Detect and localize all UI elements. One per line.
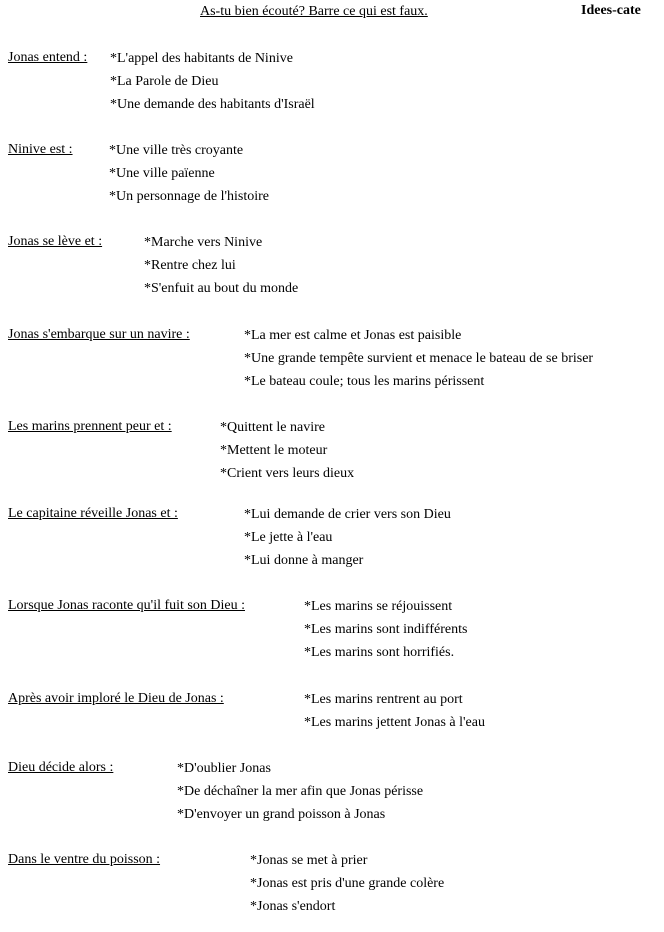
option-item[interactable]: *Lui demande de crier vers son Dieu	[244, 507, 451, 522]
option-item[interactable]: *Une grande tempête survient et menace le bateau de se briser	[244, 351, 594, 366]
options-list	[177, 760, 423, 829]
option-item[interactable]: *Jonas se met à prier	[250, 853, 368, 868]
question-label: Lorsque Jonas raconte qu'il fuit son Dieu :	[8, 598, 245, 613]
options-list	[244, 327, 593, 396]
option-item[interactable]: *Une ville très croyante	[109, 143, 244, 158]
option-item[interactable]: *Le jette à l'eau	[244, 530, 333, 545]
option-item[interactable]: *Les marins se réjouissent	[304, 599, 453, 614]
question-label: Dieu décide alors :	[8, 760, 114, 775]
question-label: Jonas entend :	[8, 50, 88, 65]
option-item[interactable]: *Crient vers leurs dieux	[220, 466, 355, 481]
option-item[interactable]: *Jonas s'endort	[250, 899, 336, 914]
option-item[interactable]: *D'oublier Jonas	[177, 761, 271, 776]
option-item[interactable]: *Quittent le navire	[220, 420, 325, 435]
question-label: Jonas se lève et :	[8, 234, 103, 249]
brand-name: Idees-cate	[581, 3, 641, 18]
option-item[interactable]: *La mer est calme et Jonas est paisible	[244, 328, 462, 343]
options-list	[109, 142, 269, 211]
options-list	[244, 506, 451, 575]
question-label: Ninive est :	[8, 142, 73, 157]
options-list	[250, 852, 444, 921]
option-item[interactable]: *Les marins sont indifférents	[304, 622, 468, 637]
options-list	[304, 598, 467, 667]
option-item[interactable]: *L'appel des habitants de Ninive	[110, 51, 293, 66]
question-label: Après avoir imploré le Dieu de Jonas :	[8, 691, 224, 706]
option-item[interactable]: *D'envoyer un grand poisson à Jonas	[177, 807, 386, 822]
worksheet-title: As-tu bien écouté? Barre ce qui est faux.	[200, 4, 428, 19]
option-item[interactable]: *Rentre chez lui	[144, 258, 236, 273]
option-item[interactable]: *De déchaîner la mer afin que Jonas périsse	[177, 784, 424, 799]
options-list	[220, 419, 354, 488]
option-item[interactable]: *Lui donne à manger	[244, 553, 364, 568]
options-list	[110, 50, 315, 119]
option-item[interactable]: *La Parole de Dieu	[110, 74, 219, 89]
options-list	[144, 234, 298, 303]
option-item[interactable]: *Jonas est pris d'une grande colère	[250, 876, 445, 891]
question-label: Le capitaine réveille Jonas et :	[8, 506, 178, 521]
option-item[interactable]: *Un personnage de l'histoire	[109, 189, 269, 204]
option-item[interactable]: *Une ville païenne	[109, 166, 215, 181]
option-item[interactable]: *Marche vers Ninive	[144, 235, 263, 250]
option-item[interactable]: *Une demande des habitants d'Israël	[110, 97, 315, 112]
option-item[interactable]: *Mettent le moteur	[220, 443, 328, 458]
option-item[interactable]: *Le bateau coule; tous les marins périssent	[244, 374, 485, 389]
question-label: Dans le ventre du poisson :	[8, 852, 161, 867]
option-item[interactable]: *Les marins rentrent au port	[304, 692, 463, 707]
option-item[interactable]: *Les marins sont horrifiés.	[304, 645, 455, 660]
question-label: Les marins prennent peur et :	[8, 419, 172, 434]
option-item[interactable]: *S'enfuit au bout du monde	[144, 281, 299, 296]
option-item[interactable]: *Les marins jettent Jonas à l'eau	[304, 715, 485, 730]
options-list	[304, 691, 485, 737]
question-label: Jonas s'embarque sur un navire :	[8, 327, 190, 342]
